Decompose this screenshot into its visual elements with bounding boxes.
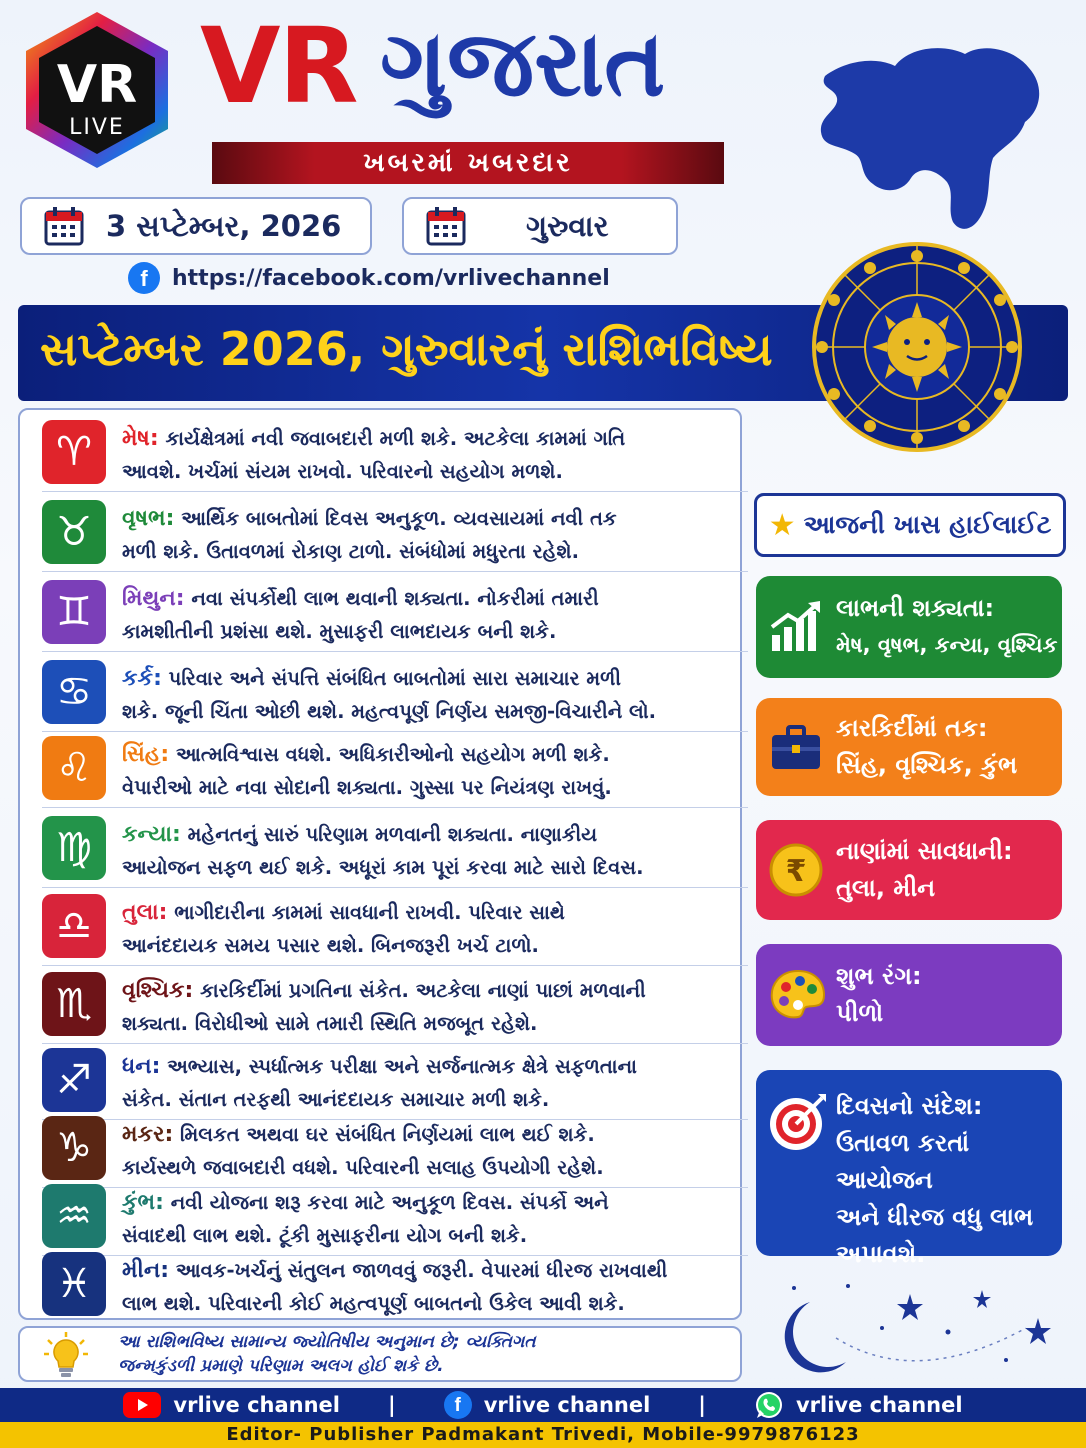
brand-vr: VR	[200, 5, 357, 127]
rashi-prediction	[122, 818, 742, 884]
rashi-name: કર્ક:	[122, 666, 162, 691]
separator: |	[388, 1393, 396, 1417]
capricorn-icon: ♑	[42, 1116, 106, 1180]
rashi-prediction	[122, 1254, 742, 1320]
rashi-prediction	[122, 1050, 742, 1116]
vr-live-logo	[22, 10, 172, 170]
rashi-row	[42, 1178, 748, 1256]
highlight-line-1: શુભ રંગ:	[836, 962, 922, 990]
gemini-icon: ♊	[42, 580, 106, 644]
rashi-prediction	[122, 896, 742, 962]
highlights-title: આજની ખાસ હાઈલાઈટ	[803, 510, 1052, 539]
aries-icon: ♈	[42, 420, 106, 484]
separator: |	[698, 1393, 706, 1417]
rashi-prediction	[122, 738, 742, 804]
highlight-card	[756, 698, 1062, 796]
growth-chart-icon	[768, 599, 824, 659]
leo-icon: ♌	[42, 736, 106, 800]
rashi-line-1: અભ્યાસ, સ્પર્ધાત્મક પરીક્ષા અને સર્જનાત્મક ક્ષેત્રે સફળતાના	[167, 1055, 637, 1078]
facebook-icon: f	[444, 1391, 472, 1419]
rashi-name: મિથુન:	[122, 586, 185, 611]
date-text: 3 સપ્ટેમ્બર, 2026	[106, 208, 342, 243]
lightbulb-icon	[44, 1332, 88, 1378]
rashi-name: ધન:	[122, 1054, 161, 1079]
rashi-line-1: આર્થિક બાબતોમાં દિવસ અનુકૂળ. વ્યવસાયમાં નવી તક	[181, 507, 617, 530]
highlights-header	[754, 493, 1066, 557]
facebook-label[interactable]: vrlive channel	[483, 1393, 651, 1417]
whatsapp-icon	[754, 1390, 784, 1420]
rashi-prediction	[122, 974, 742, 1040]
highlight-card	[756, 944, 1062, 1046]
rashi-line-1: આત્મવિશ્વાસ વધશે. અધિકારીઓનો સહયોગ મળી શકે.	[176, 743, 610, 766]
rashi-row	[42, 810, 748, 888]
rashi-line-2: લાભ થશે. પરિવારની કોઈ મહત્વપૂર્ણ બાબતનો ઉકેલ આવી શકે.	[122, 1292, 625, 1315]
rashi-line-2: સંકેત. સંતાન તરફથી આનંદદાયક સમાચાર મળી શકે.	[122, 1088, 550, 1111]
rashi-name: મકર:	[122, 1122, 174, 1147]
rashi-line-2: કાર્યસ્થળે જવાબદારી વધશે. પરિવારની સલાહ ઉપયોગી રહેશે.	[122, 1156, 604, 1179]
whatsapp-link[interactable]	[754, 1390, 963, 1420]
rashi-line-1: પરિવાર અને સંપત્તિ સંબંધિત બાબતોમાં સારા સમાચાર મળી	[168, 667, 621, 690]
rashi-line-2: આનંદદાયક સમય પસાર થશે. બિનજરૂરી ખર્ચ ટાળો.	[122, 934, 539, 957]
rashi-line-1: કાર્યક્ષેત્રમાં નવી જવાબદારી મળી શકે. અટકેલા કામમાં ગતિ	[165, 427, 626, 450]
pisces-icon: ♓	[42, 1252, 106, 1316]
highlight-line-2: મેષ, વૃષભ, કન્યા, વૃશ્ચિક	[836, 633, 1058, 657]
highlight-text	[836, 590, 1057, 664]
social-footer	[0, 1388, 1086, 1422]
palette-icon	[768, 967, 828, 1027]
brand-gujarat: ગુજરાત	[380, 10, 666, 117]
highlight-line-2: તુલા, મીન	[836, 874, 936, 902]
rashi-row	[42, 888, 748, 966]
facebook-url[interactable]: https://facebook.com/vrlivechannel	[172, 265, 610, 291]
rashi-line-2: શકે. જૂની ચિંતા ઓછી થશે. મહત્વપૂર્ણ નિર્ણય સમજી-વિચારીને લો.	[122, 700, 657, 723]
rashi-name: મેષ:	[122, 426, 159, 451]
highlight-text	[836, 833, 1013, 907]
rashi-name: સિંહ:	[122, 742, 170, 767]
rashi-line-1: નવા સંપર્કોથી લાભ થવાની શક્યતા. નોકરીમાં તમારી	[191, 587, 599, 610]
editor-credit: Editor- Publisher Padmakant Trivedi, Mobile-9979876123	[0, 1422, 1086, 1448]
highlight-text	[836, 1088, 1062, 1273]
taurus-icon: ♉	[42, 500, 106, 564]
cancer-icon: ♋	[42, 660, 106, 724]
rashi-line-2: શક્યતા. વિરોધીઓ સામે તમારી સ્થિતિ મજબૂત રહેશે.	[122, 1012, 538, 1035]
aquarius-icon: ♒	[42, 1184, 106, 1248]
facebook-footer-link[interactable]	[444, 1391, 651, 1419]
target-icon	[768, 1092, 828, 1156]
logo-live-text: LIVE	[69, 115, 125, 140]
libra-icon: ♎	[42, 894, 106, 958]
highlight-line-3: અને ધીરજ વધુ લાભ	[836, 1203, 1034, 1231]
rashi-row	[42, 966, 748, 1044]
rashi-line-1: આવક-ખર્ચનું સંતુલન જાળવવું જરૂરી. વેપારમાં ધીરજ રાખવાથી	[175, 1259, 668, 1282]
rashi-prediction	[122, 662, 742, 728]
rashi-line-1: મહેનતનું સારું પરિણામ મળવાની શક્યતા. નાણાકીય	[187, 823, 598, 846]
youtube-link[interactable]	[123, 1392, 340, 1418]
rashi-name: મીન:	[122, 1258, 170, 1283]
rashi-row	[42, 1042, 748, 1120]
rashi-row	[42, 654, 748, 732]
highlight-text	[836, 710, 1017, 784]
facebook-link[interactable]	[128, 262, 610, 294]
page-title: સપ્ટેમ્બર 2026, ગુરુવારનું રાશિભવિષ્ય	[40, 322, 773, 376]
rashi-line-1: ભાગીદારીના કામમાં સાવધાની રાખવી. પરિવાર સાથે	[174, 901, 565, 924]
highlight-line-2: ઉતાવળ કરતાં આયોજન	[836, 1129, 970, 1194]
zodiac-wheel-icon	[786, 242, 1048, 452]
highlight-line-4: અપાવશે.	[836, 1240, 926, 1268]
disclaimer-line-2: જન્મકુંડળી પ્રમાણે પરિણામ અલગ હોઈ શકે છે.	[118, 1356, 444, 1376]
highlight-line-2: પીળો	[836, 999, 884, 1027]
sagittarius-icon: ♐	[42, 1048, 106, 1112]
rashi-line-2: કામશીતીની પ્રશંસા થશે. મુસાફરી લાભદાયક બની શકે.	[122, 620, 557, 643]
rashi-row	[42, 1246, 748, 1324]
highlight-card	[756, 576, 1062, 678]
highlight-line-1: નાણાંમાં સાવધાની:	[836, 837, 1013, 865]
highlight-line-1: લાભની શક્યતા:	[836, 594, 995, 622]
rashi-prediction	[122, 502, 742, 568]
youtube-icon	[123, 1392, 161, 1418]
rashi-prediction	[122, 1118, 742, 1184]
rashi-line-2: મળી શકે. ઉતાવળમાં રોકાણ ટાળો. સંબંધોમાં મધુરતા રહેશે.	[122, 540, 579, 563]
highlight-text	[836, 958, 922, 1032]
facebook-icon: f	[128, 262, 160, 294]
rashi-row	[42, 730, 748, 808]
rashi-prediction	[122, 582, 742, 648]
rashi-prediction	[122, 1186, 742, 1252]
rashi-line-1: મિલકત અથવા ઘર સંબંધિત નિર્ણયમાં લાભ થઈ શકે.	[180, 1123, 595, 1146]
moon-stars-icon	[776, 1278, 1066, 1378]
rashi-row	[42, 1110, 748, 1188]
rashi-line-2: સંવાદથી લાભ થશે. ટૂંકી મુસાફરીના યોગ બની શકે.	[122, 1224, 528, 1247]
rashi-name: કન્યા:	[122, 822, 181, 847]
rupee-coin-icon	[768, 842, 824, 902]
gujarat-map-icon	[815, 36, 1050, 236]
rashi-line-1: કારકિર્દીમાં પ્રગતિના સંકેત. અટકેલા નાણાં પાછાં મળવાની	[200, 979, 646, 1002]
virgo-icon: ♍	[42, 816, 106, 880]
calendar-icon	[426, 206, 466, 246]
rashi-line-2: આયોજન સફળ થઈ શકે. અધૂરાં કામ પૂરાં કરવા માટે સારો દિવસ.	[122, 856, 644, 879]
briefcase-icon	[768, 719, 824, 779]
highlight-line-1: દિવસનો સંદેશ:	[836, 1092, 983, 1120]
tagline: ખબરમાં ખબરદાર	[212, 142, 724, 184]
disclaimer-text	[118, 1330, 718, 1378]
highlight-card	[756, 1070, 1062, 1268]
rashi-row	[42, 574, 748, 652]
highlight-line-1: કારકિર્દીમાં તક:	[836, 714, 988, 742]
rashi-list	[18, 408, 742, 1320]
rashi-row	[42, 414, 748, 492]
rashi-line-2: વેપારીઓ માટે નવા સોદાની શક્યતા. ગુસ્સા પર નિયંત્રણ રાખવું.	[122, 776, 612, 799]
scorpio-icon: ♏	[42, 972, 106, 1036]
star-icon: ★	[768, 507, 796, 543]
rashi-line-2: આવશે. ખર્ચમાં સંયમ રાખવો. પરિવારનો સહયોગ મળશે.	[122, 460, 563, 483]
date-box	[20, 197, 372, 255]
svg-text:₹: ₹	[785, 854, 807, 889]
weekday-box	[402, 197, 678, 255]
rashi-prediction	[122, 422, 742, 488]
rashi-line-1: નવી યોજના શરૂ કરવા માટે અનુકૂળ દિવસ. સંપર્કો અને	[170, 1191, 609, 1214]
whatsapp-label[interactable]: vrlive channel	[795, 1393, 963, 1417]
weekday-text: ગુરુવાર	[526, 208, 609, 243]
logo-vr-text: VR	[56, 55, 138, 115]
rashi-name: વૃશ્ચિક:	[122, 978, 194, 1003]
youtube-label[interactable]: vrlive channel	[173, 1393, 341, 1417]
disclaimer-line-1: આ રાશિભવિષ્ય સામાન્ય જ્યોતિષીય અનુમાન છે; વ્યક્તિગત	[118, 1332, 536, 1352]
calendar-icon	[44, 206, 84, 246]
rashi-name: કુંભ:	[122, 1190, 164, 1215]
highlight-card	[756, 820, 1062, 920]
rashi-name: તુલા:	[122, 900, 168, 925]
rashi-row	[42, 494, 748, 572]
rashi-name: વૃષભ:	[122, 506, 175, 531]
highlight-line-2: સિંહ, વૃશ્ચિક, કુંભ	[836, 751, 1018, 779]
